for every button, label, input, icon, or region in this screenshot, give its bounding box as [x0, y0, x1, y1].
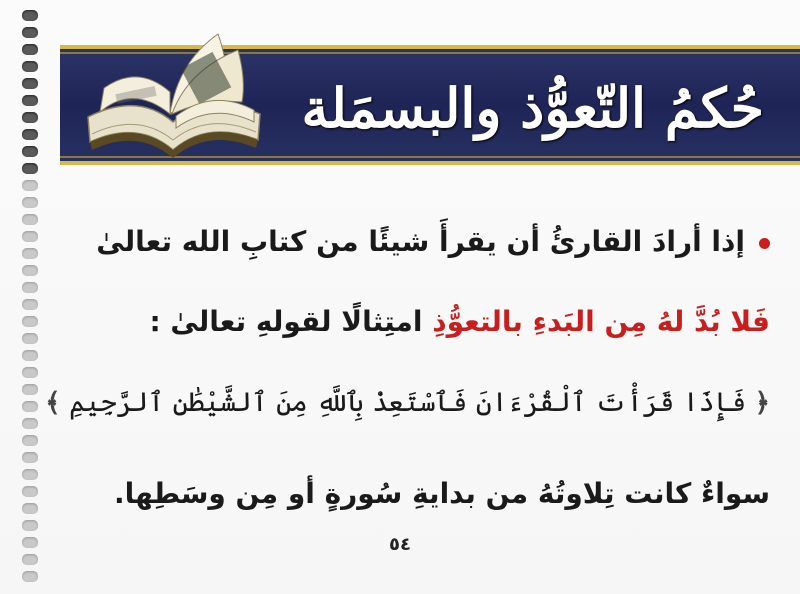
binding-hole	[22, 44, 38, 55]
binding-hole	[22, 333, 38, 344]
binding-hole	[22, 418, 38, 429]
binding-hole	[22, 554, 38, 565]
verse-close-bracket: ﴾	[45, 388, 61, 418]
binding-hole	[22, 367, 38, 378]
binding-hole	[22, 282, 38, 293]
binding-hole	[22, 231, 38, 242]
verse-text: فَإِذَا قَرَأْتَ ٱلْقُرْءَانَ فَٱسْتَعِذْ بِٱللَّهِ مِنَ ٱلشَّيْطَٰنِ ٱلرَّجِيمِ	[69, 387, 747, 418]
binding-hole	[22, 214, 38, 225]
binding-hole	[22, 316, 38, 327]
binding-hole	[22, 265, 38, 276]
binding-hole	[22, 95, 38, 106]
binding-hole	[22, 350, 38, 361]
binding-hole	[22, 571, 38, 582]
binding-hole	[22, 146, 38, 157]
binding-hole	[22, 299, 38, 310]
open-book-icon	[78, 22, 268, 172]
text-line-1	[96, 225, 770, 258]
binding-hole	[22, 435, 38, 446]
bullet-icon	[759, 238, 770, 249]
line-2-text: امتِثالًا لقولهِ تعالىٰ :	[149, 305, 423, 338]
verse-open-bracket: ﴿	[754, 388, 770, 418]
binding-hole	[22, 78, 38, 89]
binding-hole	[22, 129, 38, 140]
binding-hole	[22, 503, 38, 514]
binding-hole	[22, 10, 38, 21]
page-title: حُكمُ التّعوُّذ والبسمَلة	[301, 76, 764, 140]
binding-hole	[22, 384, 38, 395]
line-1-text: إذا أرادَ القارئُ أن يقرأَ شيئًا من كتابِ الله تعالىٰ	[96, 225, 745, 258]
binding-hole	[22, 469, 38, 480]
page-number: ٥٤	[389, 534, 411, 555]
binding-hole	[22, 401, 38, 412]
quran-verse	[45, 387, 770, 418]
binding-hole	[22, 452, 38, 463]
binding-hole	[22, 163, 38, 174]
text-line-2	[149, 305, 770, 338]
binding-hole	[22, 180, 38, 191]
binding-hole	[22, 486, 38, 497]
line-4-text: سواءٌ كانت تِلاوتُهُ من بدايةِ سُورةٍ أو مِن وسَطِها.	[113, 477, 770, 510]
binding-hole	[22, 27, 38, 38]
binding-hole	[22, 197, 38, 208]
binding-hole	[22, 112, 38, 123]
spiral-binding	[22, 0, 42, 594]
text-line-4	[114, 477, 770, 510]
binding-hole	[22, 61, 38, 72]
binding-hole	[22, 520, 38, 531]
highlighted-phrase: فَلا بُدَّ لهُ مِن البَدءِ بالتعوُّذِ	[432, 305, 770, 338]
binding-hole	[22, 248, 38, 259]
